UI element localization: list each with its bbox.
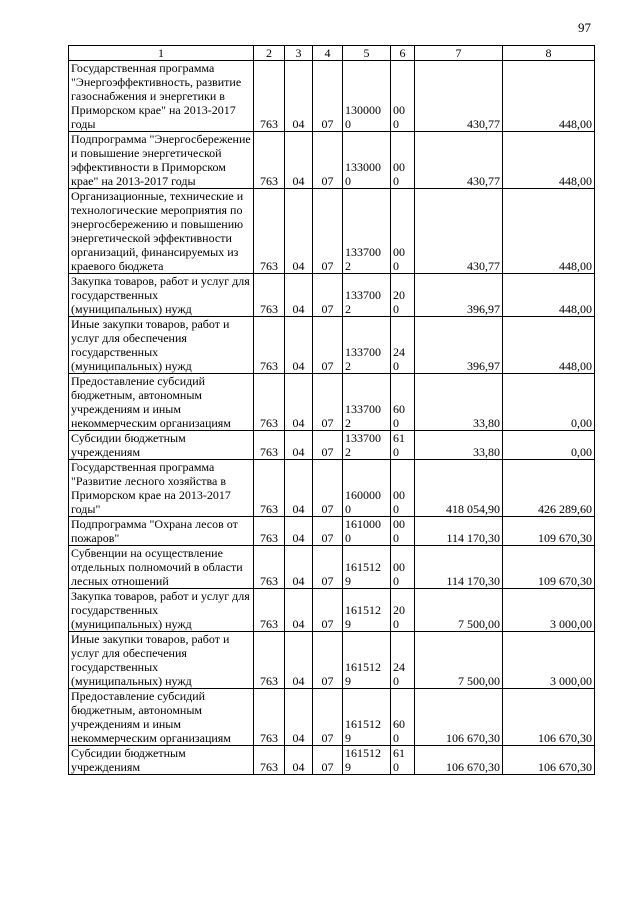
cell-expense-type: 60 0 xyxy=(391,689,415,746)
budget-table xyxy=(68,45,595,775)
cell-amount-2: 106 670,30 xyxy=(503,689,595,746)
cell-section: 04 xyxy=(285,61,313,132)
cell-subsection: 07 xyxy=(313,274,343,317)
cell-target-article: 161512 9 xyxy=(343,546,391,589)
cell-section: 04 xyxy=(285,374,313,431)
cell-amount-2: 109 670,30 xyxy=(503,517,595,546)
cell-target-article: 133000 0 xyxy=(343,132,391,189)
row-name: Государственная программа "Энергоэффективность, развитие газоснабжения и энергетики в Приморском крае" на 2013-2017 годы xyxy=(69,61,254,132)
row-name: Предоставление субсидий бюджетным, автономным учреждениям и иным некоммерческим организациям xyxy=(69,689,254,746)
table-row xyxy=(69,132,595,189)
cell-amount-1: 33,80 xyxy=(415,374,503,431)
column-header: 3 xyxy=(285,46,313,61)
table-row xyxy=(69,374,595,431)
table-row xyxy=(69,746,595,775)
cell-subsection: 07 xyxy=(313,374,343,431)
cell-code: 763 xyxy=(254,460,285,517)
row-name: Организационные, технические и технологические мероприятия по энергосбережению и повышению энергетической эффективности организаций, финансируемых из краевого бюджета xyxy=(69,189,254,274)
cell-expense-type: 00 0 xyxy=(391,132,415,189)
cell-subsection: 07 xyxy=(313,189,343,274)
column-header: 2 xyxy=(254,46,285,61)
cell-section: 04 xyxy=(285,689,313,746)
cell-amount-2: 3 000,00 xyxy=(503,632,595,689)
row-name: Иные закупки товаров, работ и услуг для обеспечения государственных (муниципальных) нужд xyxy=(69,317,254,374)
cell-section: 04 xyxy=(285,632,313,689)
row-name: Субвенции на осуществление отдельных полномочий в области лесных отношений xyxy=(69,546,254,589)
page-number: 97 xyxy=(578,20,591,35)
cell-section: 04 xyxy=(285,189,313,274)
cell-amount-1: 7 500,00 xyxy=(415,589,503,632)
cell-code: 763 xyxy=(254,61,285,132)
cell-expense-type: 00 0 xyxy=(391,517,415,546)
header-row xyxy=(69,46,595,61)
cell-subsection: 07 xyxy=(313,589,343,632)
cell-code: 763 xyxy=(254,517,285,546)
cell-subsection: 07 xyxy=(313,431,343,460)
cell-amount-2: 448,00 xyxy=(503,189,595,274)
cell-amount-2: 448,00 xyxy=(503,61,595,132)
cell-code: 763 xyxy=(254,589,285,632)
column-header: 8 xyxy=(503,46,595,61)
table-row xyxy=(69,274,595,317)
cell-target-article: 133700 2 xyxy=(343,317,391,374)
cell-amount-1: 114 170,30 xyxy=(415,517,503,546)
cell-section: 04 xyxy=(285,517,313,546)
cell-amount-2: 106 670,30 xyxy=(503,746,595,775)
cell-expense-type: 24 0 xyxy=(391,317,415,374)
cell-amount-1: 396,97 xyxy=(415,274,503,317)
cell-amount-2: 448,00 xyxy=(503,274,595,317)
cell-code: 763 xyxy=(254,431,285,460)
cell-target-article: 161512 9 xyxy=(343,589,391,632)
cell-subsection: 07 xyxy=(313,460,343,517)
cell-section: 04 xyxy=(285,546,313,589)
cell-target-article: 161000 0 xyxy=(343,517,391,546)
cell-expense-type: 61 0 xyxy=(391,746,415,775)
table-row xyxy=(69,460,595,517)
cell-subsection: 07 xyxy=(313,746,343,775)
cell-amount-1: 430,77 xyxy=(415,61,503,132)
column-header: 1 xyxy=(69,46,254,61)
cell-code: 763 xyxy=(254,374,285,431)
cell-target-article: 160000 0 xyxy=(343,460,391,517)
cell-target-article: 133700 2 xyxy=(343,189,391,274)
cell-section: 04 xyxy=(285,746,313,775)
cell-expense-type: 20 0 xyxy=(391,589,415,632)
cell-amount-1: 7 500,00 xyxy=(415,632,503,689)
cell-target-article: 161512 9 xyxy=(343,632,391,689)
table-row xyxy=(69,431,595,460)
cell-target-article: 161512 9 xyxy=(343,689,391,746)
cell-section: 04 xyxy=(285,431,313,460)
cell-section: 04 xyxy=(285,460,313,517)
row-name: Закупка товаров, работ и услуг для государственных (муниципальных) нужд xyxy=(69,274,254,317)
cell-target-article: 133700 2 xyxy=(343,431,391,460)
row-name: Закупка товаров, работ и услуг для государственных (муниципальных) нужд xyxy=(69,589,254,632)
table-row xyxy=(69,589,595,632)
cell-subsection: 07 xyxy=(313,132,343,189)
cell-code: 763 xyxy=(254,546,285,589)
cell-code: 763 xyxy=(254,632,285,689)
cell-amount-1: 430,77 xyxy=(415,132,503,189)
cell-subsection: 07 xyxy=(313,546,343,589)
row-name: Субсидии бюджетным учреждениям xyxy=(69,431,254,460)
cell-subsection: 07 xyxy=(313,632,343,689)
cell-code: 763 xyxy=(254,317,285,374)
cell-target-article: 161512 9 xyxy=(343,746,391,775)
column-header: 7 xyxy=(415,46,503,61)
cell-code: 763 xyxy=(254,132,285,189)
cell-amount-1: 33,80 xyxy=(415,431,503,460)
cell-amount-2: 448,00 xyxy=(503,132,595,189)
cell-subsection: 07 xyxy=(313,317,343,374)
column-header: 5 xyxy=(343,46,391,61)
table-row xyxy=(69,517,595,546)
column-header: 6 xyxy=(391,46,415,61)
cell-expense-type: 60 0 xyxy=(391,374,415,431)
cell-subsection: 07 xyxy=(313,517,343,546)
row-name: Предоставление субсидий бюджетным, автономным учреждениям и иным некоммерческим организациям xyxy=(69,374,254,431)
row-name: Субсидии бюджетным учреждениям xyxy=(69,746,254,775)
row-name: Подпрограмма "Охрана лесов от пожаров" xyxy=(69,517,254,546)
table-row xyxy=(69,689,595,746)
column-header: 4 xyxy=(313,46,343,61)
table-row xyxy=(69,189,595,274)
cell-code: 763 xyxy=(254,746,285,775)
cell-amount-2: 426 289,60 xyxy=(503,460,595,517)
cell-amount-2: 3 000,00 xyxy=(503,589,595,632)
cell-target-article: 130000 0 xyxy=(343,61,391,132)
cell-amount-2: 448,00 xyxy=(503,317,595,374)
cell-amount-1: 106 670,30 xyxy=(415,689,503,746)
row-name: Подпрограмма "Энергосбережение и повышение энергетической эффективности в Приморском крае" на 2013-2017 годы xyxy=(69,132,254,189)
cell-subsection: 07 xyxy=(313,61,343,132)
cell-code: 763 xyxy=(254,274,285,317)
cell-amount-2: 109 670,30 xyxy=(503,546,595,589)
table-row xyxy=(69,317,595,374)
cell-amount-2: 0,00 xyxy=(503,374,595,431)
table-row xyxy=(69,632,595,689)
row-name: Иные закупки товаров, работ и услуг для обеспечения государственных (муниципальных) нужд xyxy=(69,632,254,689)
cell-target-article: 133700 2 xyxy=(343,274,391,317)
cell-section: 04 xyxy=(285,274,313,317)
cell-code: 763 xyxy=(254,689,285,746)
cell-expense-type: 20 0 xyxy=(391,274,415,317)
table-row xyxy=(69,61,595,132)
cell-expense-type: 24 0 xyxy=(391,632,415,689)
table-row xyxy=(69,546,595,589)
cell-amount-1: 396,97 xyxy=(415,317,503,374)
cell-expense-type: 00 0 xyxy=(391,61,415,132)
row-name: Государственная программа "Развитие лесного хозяйства в Приморском крае на 2013-2017 годы" xyxy=(69,460,254,517)
cell-section: 04 xyxy=(285,317,313,374)
cell-subsection: 07 xyxy=(313,689,343,746)
cell-target-article: 133700 2 xyxy=(343,374,391,431)
cell-amount-1: 430,77 xyxy=(415,189,503,274)
cell-expense-type: 00 0 xyxy=(391,546,415,589)
cell-amount-2: 0,00 xyxy=(503,431,595,460)
cell-section: 04 xyxy=(285,589,313,632)
cell-expense-type: 61 0 xyxy=(391,431,415,460)
cell-amount-1: 418 054,90 xyxy=(415,460,503,517)
cell-amount-1: 114 170,30 xyxy=(415,546,503,589)
cell-expense-type: 00 0 xyxy=(391,189,415,274)
cell-section: 04 xyxy=(285,132,313,189)
cell-expense-type: 00 0 xyxy=(391,460,415,517)
cell-code: 763 xyxy=(254,189,285,274)
cell-amount-1: 106 670,30 xyxy=(415,746,503,775)
